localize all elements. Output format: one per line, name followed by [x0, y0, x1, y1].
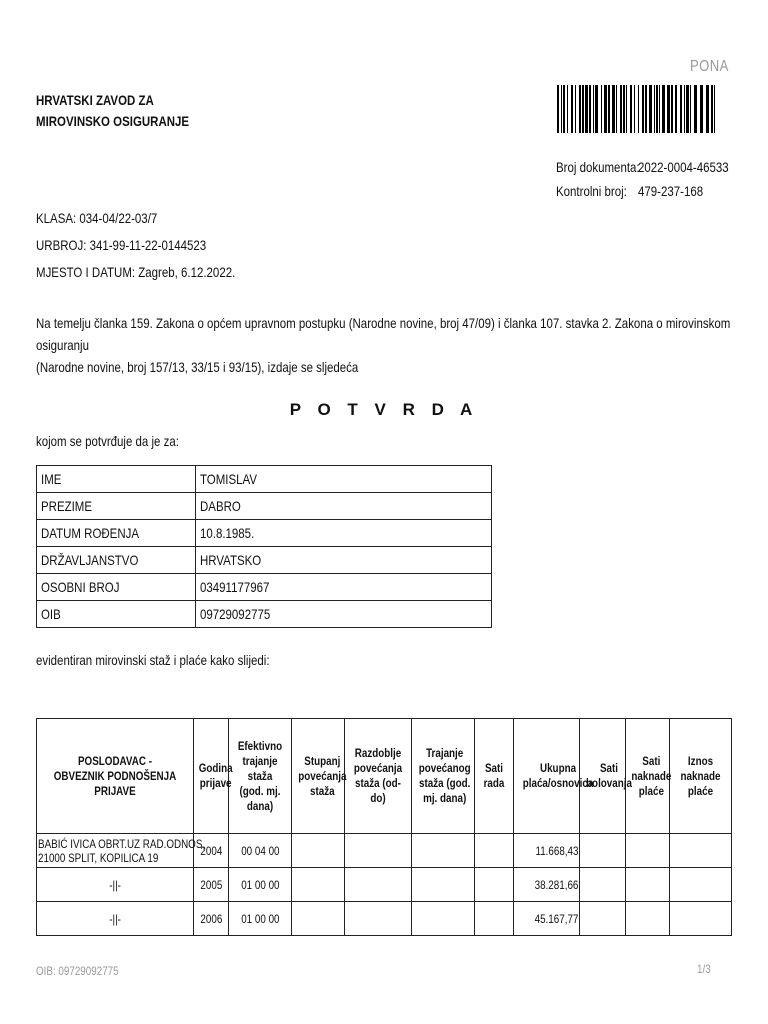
barcode-bar: [589, 85, 591, 133]
employer-cell: BABIĆ IVICA OBRT.UZ RAD.ODNOS, 21000 SPLIT, KOPILICA 19: [37, 834, 194, 868]
total-cell: 38.281,66: [514, 868, 580, 902]
col-period-header: Razdoblje povećanja staža (od-do): [345, 719, 412, 834]
col-year-header: Godina prijave: [194, 719, 229, 834]
confirm-text: kojom se potvrđuje da je za:: [36, 433, 179, 449]
institution-line-2: MIROVINSKO OSIGURANJE: [36, 113, 190, 129]
effective-cell: 00 04 00: [229, 834, 292, 868]
duration-cell: [412, 868, 475, 902]
person-row-drzavljanstvo: [37, 547, 492, 574]
person-value: 10.8.1985.: [196, 520, 492, 547]
place-date: MJESTO I DATUM: Zagreb, 6.12.2022.: [36, 264, 236, 280]
barcode-bar: [601, 85, 602, 133]
records-header-row: [37, 719, 732, 834]
barcode-bar: [680, 85, 682, 133]
urbroj: URBROJ: 341-99-11-22-0144523: [36, 237, 207, 253]
person-value: DABRO: [196, 493, 492, 520]
barcode-bar: [612, 85, 615, 133]
amount-cell: [670, 868, 732, 902]
barcode-bar: [671, 85, 673, 133]
barcode-bar: [575, 85, 576, 133]
barcode-bar: [595, 85, 598, 133]
total-cell: 11.668,43: [514, 834, 580, 868]
period-cell: [345, 834, 412, 868]
sick-cell: [580, 868, 626, 902]
comp-cell: [626, 868, 670, 902]
barcode-bar: [656, 85, 658, 133]
effective-cell: 01 00 00: [229, 868, 292, 902]
table-row: [37, 902, 732, 936]
barcode-bar: [563, 85, 565, 133]
barcode-bar: [561, 85, 562, 133]
barcode-bar: [626, 85, 627, 133]
period-cell: [345, 902, 412, 936]
barcode-bar: [608, 85, 610, 133]
person-label: PREZIME: [37, 493, 196, 520]
col-degree-header: Stupanj povećanja staža: [292, 719, 345, 834]
barcode: [557, 85, 719, 133]
control-number-value: 479-237-168: [638, 183, 704, 199]
comp-cell: [626, 902, 670, 936]
person-label: DATUM ROĐENJA: [37, 520, 196, 547]
col-employer-header: POSLODAVAC - OBVEZNIK PODNOŠENJA PRIJAVE: [37, 719, 194, 834]
doc-number-label: Broj dokumenta:: [556, 159, 640, 175]
person-label: IME: [37, 466, 196, 493]
barcode-bar: [616, 85, 617, 133]
year-cell: 2004: [194, 834, 229, 868]
person-label: OSOBNI BROJ: [37, 574, 196, 601]
document-title: P O T V R D A: [289, 400, 479, 419]
duration-cell: [412, 902, 475, 936]
barcode-bar: [667, 85, 670, 133]
col-total-header: Ukupna plaća/osnovica: [514, 719, 580, 834]
degree-cell: [292, 868, 345, 902]
person-value: TOMISLAV: [196, 466, 492, 493]
person-row-prezime: [37, 493, 492, 520]
barcode-bar: [585, 85, 588, 133]
legal-basis-line-1: Na temelju članka 159. Zakona o općem upravnom postupku (Narodne novine, broj 47/09) i članka 107. stavka 2. Zakona o mirovinskom osiguranju: [36, 315, 731, 353]
barcode-bar: [604, 85, 607, 133]
barcode-bar: [659, 85, 660, 133]
barcode-bar: [684, 85, 685, 133]
year-cell: 2005: [194, 868, 229, 902]
barcode-bar: [634, 85, 635, 133]
barcode-bar: [675, 85, 677, 133]
table-row: [37, 868, 732, 902]
barcode-bar: [638, 85, 639, 133]
reference-block: [36, 205, 279, 286]
barcode-bar: [714, 85, 715, 133]
col-sick-header: Sati bolovanja: [580, 719, 626, 834]
person-label: OIB: [37, 601, 196, 628]
barcode-bar: [620, 85, 622, 133]
klasa: KLASA: 034-04/22-03/7: [36, 210, 158, 226]
comp-cell: [626, 834, 670, 868]
control-number-label: Kontrolni broj:: [556, 183, 627, 199]
degree-cell: [292, 834, 345, 868]
barcode-bar: [706, 85, 709, 133]
hours-cell: [475, 902, 514, 936]
col-duration-header: Trajanje povećanog staža (god. mj. dana): [412, 719, 475, 834]
barcode-bar: [700, 85, 703, 133]
employer-cell: -||-: [37, 868, 194, 902]
personal-data-table: [36, 465, 492, 628]
person-row-oib: [37, 601, 492, 628]
barcode-bar: [557, 85, 559, 133]
footer-oib: OIB: 09729092775: [36, 964, 119, 978]
document-type-mark: PONA: [690, 58, 729, 75]
barcode-bar: [630, 85, 632, 133]
person-row-ime: [37, 466, 492, 493]
barcode-bar: [654, 85, 655, 133]
year-cell: 2006: [194, 902, 229, 936]
barcode-bar: [645, 85, 647, 133]
hours-cell: [475, 868, 514, 902]
institution-line-1: HRVATSKI ZAVOD ZA: [36, 92, 154, 108]
person-value: HRVATSKO: [196, 547, 492, 574]
duration-cell: [412, 834, 475, 868]
amount-cell: [670, 834, 732, 868]
col-effective-header: Efektivno trajanje staža (god. mj. dana): [229, 719, 292, 834]
barcode-bar: [690, 85, 691, 133]
recorded-text: evidentiran mirovinski staž i plaće kako slijedi:: [36, 652, 270, 668]
col-amount-header: Iznos naknade plaće: [670, 719, 732, 834]
barcode-bar: [686, 85, 689, 133]
legal-basis-line-2: (Narodne novine, broj 157/13, 33/15 i 93/15), izdaje se sljedeća: [36, 359, 359, 375]
employer-cell: -||-: [37, 902, 194, 936]
barcode-bar: [567, 85, 568, 133]
barcode-bar: [593, 85, 594, 133]
sick-cell: [580, 834, 626, 868]
table-row: [37, 834, 732, 868]
col-hours-header: Sati rada: [475, 719, 514, 834]
barcode-bar: [571, 85, 573, 133]
degree-cell: [292, 902, 345, 936]
person-value: 03491177967: [196, 574, 492, 601]
barcode-bar: [579, 85, 581, 133]
barcode-bar: [662, 85, 665, 133]
effective-cell: 01 00 00: [229, 902, 292, 936]
pension-records-table: [36, 718, 732, 936]
barcode-bar: [649, 85, 652, 133]
person-value: 09729092775: [196, 601, 492, 628]
amount-cell: [670, 902, 732, 936]
total-cell: 45.167,77: [514, 902, 580, 936]
barcode-bar: [642, 85, 644, 133]
barcode-bar: [694, 85, 697, 133]
barcode-bar: [623, 85, 625, 133]
hours-cell: [475, 834, 514, 868]
barcode-bar: [711, 85, 713, 133]
col-comp-header: Sati naknade plaće: [626, 719, 670, 834]
institution-name: [36, 90, 223, 132]
doc-number-value: 2022-0004-46533: [638, 159, 729, 175]
legal-basis-paragraph: [36, 312, 733, 378]
period-cell: [345, 868, 412, 902]
person-row-datum-rodjenja: [37, 520, 492, 547]
barcode-bar: [582, 85, 584, 133]
person-row-osobni-broj: [37, 574, 492, 601]
person-label: DRŽAVLJANSTVO: [37, 547, 196, 574]
sick-cell: [580, 902, 626, 936]
page-number: 1/3: [697, 962, 711, 976]
document-info: [556, 155, 729, 203]
